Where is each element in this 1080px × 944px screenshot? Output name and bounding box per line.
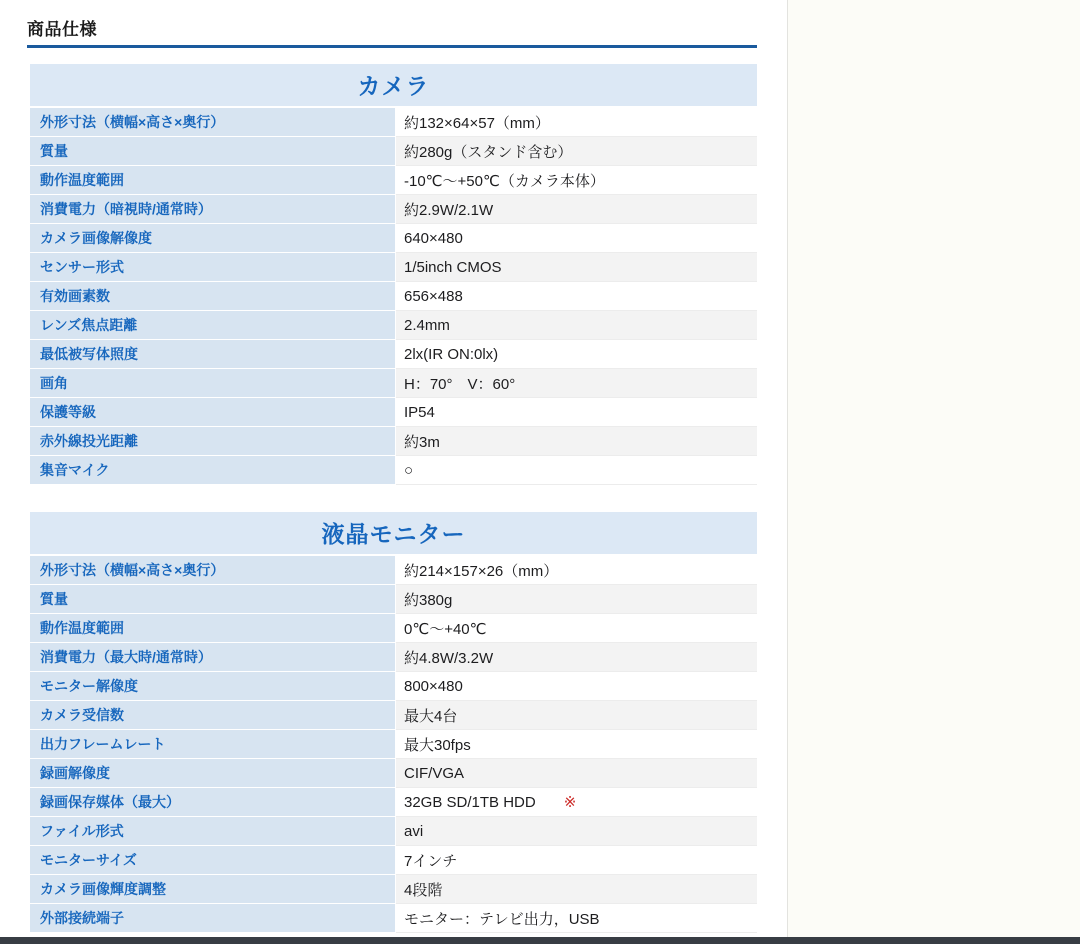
spec-row [30,875,757,904]
spec-section [30,64,757,485]
spec-value-text: CIF/VGA [404,764,465,782]
spec-value-text: H：70° V：60° [404,375,516,393]
spec-value-text: 1/5inch CMOS [404,258,502,276]
spec-row [30,224,757,253]
spec-value-text: 約280g（スタンド含む） [404,143,573,161]
spec-row [30,904,757,933]
spec-value [396,282,757,311]
bottom-edge-bar [0,937,1080,944]
spec-row [30,340,757,369]
spec-value [396,427,757,456]
right-margin-panel [788,0,1080,937]
spec-value-text: 約4.8W/3.2W [404,649,494,667]
spec-value-text: 約380g [404,591,453,609]
spec-label: 外部接続端子 [30,904,396,933]
spec-value-text: 約3m [404,433,440,451]
spec-value-text: 32GB SD/1TB HDD [404,793,536,811]
spec-sections [30,64,757,933]
spec-label: 外形寸法（横幅×高さ×奥行） [30,108,396,137]
spec-value-text: 最大30fps [404,736,471,754]
spec-row [30,556,757,585]
spec-value-text: 約132×64×57（mm） [404,114,550,132]
spec-label: 録画解像度 [30,759,396,788]
spec-rows [30,556,757,933]
spec-label: 消費電力（最大時/通常時） [30,643,396,672]
spec-value [396,643,757,672]
spec-value-text: 656×488 [404,287,463,305]
spec-row [30,108,757,137]
spec-row [30,369,757,398]
spec-value-text: IP54 [404,403,435,421]
spec-label: 赤外線投光距離 [30,427,396,456]
spec-value [396,701,757,730]
spec-section [30,512,757,933]
spec-label: 動作温度範囲 [30,614,396,643]
spec-label: 動作温度範囲 [30,166,396,195]
spec-value [396,311,757,340]
spec-value-text: 最大4台 [404,707,458,725]
spec-label: 質量 [30,137,396,166]
spec-row [30,614,757,643]
spec-row [30,427,757,456]
spec-value-text: 640×480 [404,229,463,247]
spec-value-text: 0℃～+40℃ [404,620,487,638]
spec-label: 最低被写体照度 [30,340,396,369]
spec-row [30,672,757,701]
spec-value-text: 約214×157×26（mm） [404,562,559,580]
spec-row [30,846,757,875]
spec-value [396,672,757,701]
spec-row [30,643,757,672]
spec-label: 集音マイク [30,456,396,485]
spec-rows [30,108,757,485]
spec-value [396,195,757,224]
spec-value [396,398,757,427]
spec-label: カメラ画像解像度 [30,224,396,253]
spec-value [396,875,757,904]
spec-value [396,614,757,643]
spec-row [30,398,757,427]
spec-value-text: 7インチ [404,852,458,870]
spec-value-text: 約2.9W/2.1W [404,201,494,219]
spec-row [30,759,757,788]
content-area [27,20,757,933]
spec-row [30,456,757,485]
spec-value [396,224,757,253]
spec-label: 外形寸法（横幅×高さ×奥行） [30,556,396,585]
spec-row [30,730,757,759]
spec-label: 消費電力（暗視時/通常時） [30,195,396,224]
spec-row [30,195,757,224]
spec-value [396,904,757,933]
spec-label: 有効画素数 [30,282,396,311]
spec-value-text: ○ [404,461,414,479]
spec-value [396,137,757,166]
spec-label: 質量 [30,585,396,614]
spec-row [30,166,757,195]
spec-label: レンズ焦点距離 [30,311,396,340]
spec-value [396,585,757,614]
spec-value-text: 800×480 [404,677,463,695]
spec-value-text: 2.4mm [404,316,450,334]
spec-label: カメラ画像輝度調整 [30,875,396,904]
spec-value-text: avi [404,822,424,840]
spec-value [396,759,757,788]
spec-label: 保護等級 [30,398,396,427]
section-title: 液晶モニター [30,512,757,556]
spec-label: モニター解像度 [30,672,396,701]
section-title: カメラ [30,64,757,108]
spec-value [396,108,757,137]
note-reference-mark: ※ [563,794,577,811]
spec-value [396,788,757,817]
spec-value [396,846,757,875]
spec-label: 画角 [30,369,396,398]
spec-row [30,137,757,166]
spec-value [396,817,757,846]
spec-row [30,585,757,614]
spec-row [30,311,757,340]
spec-value [396,253,757,282]
spec-value-text: -10℃～+50℃（カメラ本体） [404,172,605,190]
spec-label: モニターサイズ [30,846,396,875]
spec-label: センサー形式 [30,253,396,282]
spec-label: 出力フレームレート [30,730,396,759]
spec-value-text: モニター：テレビ出力，USB [404,910,600,928]
spec-value [396,166,757,195]
spec-value-text: 4段階 [404,881,443,899]
spec-row [30,817,757,846]
spec-value [396,730,757,759]
content-right-border [787,0,788,937]
spec-label: 録画保存媒体（最大） [30,788,396,817]
spec-row [30,788,757,817]
spec-value-text: 2lx(IR ON:0lx) [404,345,499,363]
spec-value [396,556,757,585]
spec-value [396,456,757,485]
title-underline [27,45,757,48]
spec-value [396,369,757,398]
spec-label: ファイル形式 [30,817,396,846]
spec-row [30,282,757,311]
spec-value [396,340,757,369]
spec-row [30,701,757,730]
page-title: 商品仕様 [27,20,97,39]
spec-row [30,253,757,282]
spec-label: カメラ受信数 [30,701,396,730]
